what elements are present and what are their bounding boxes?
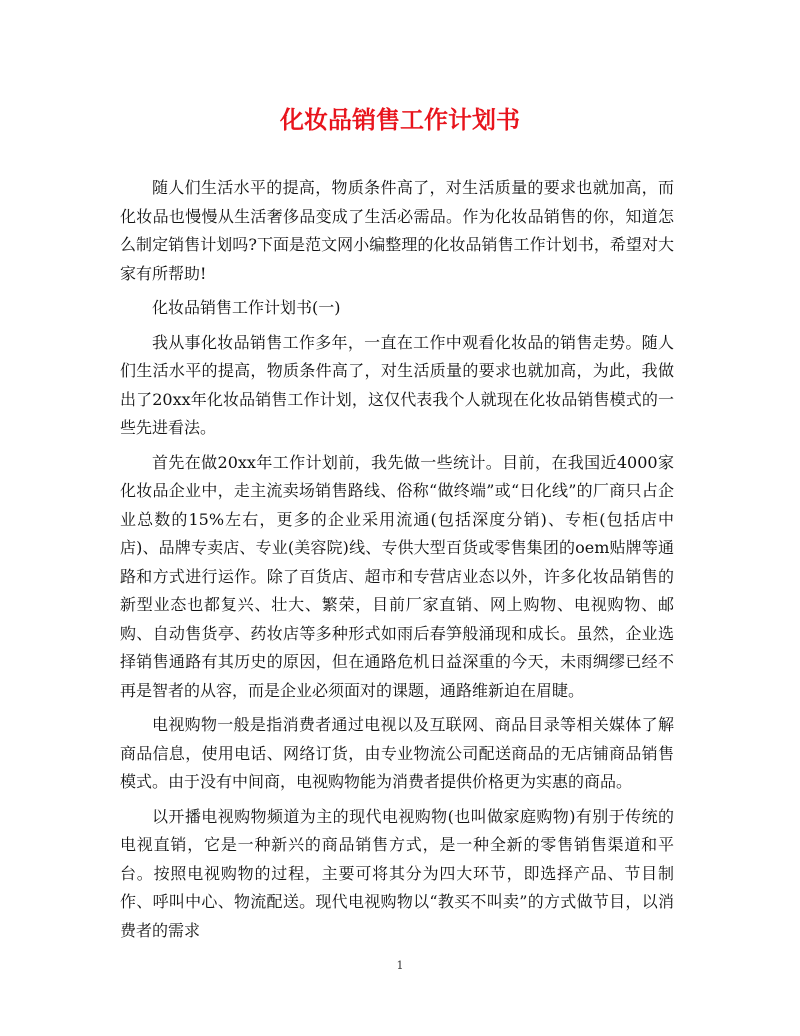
body-paragraph: 我从事化妆品销售工作多年，一直在工作中观看化妆品的销售走势。随人们生活水平的提高，物质条件高了，对生活质量的要求也就加高，为此，我做出了20xx年化妆品销售工作计划，这仅代表我个人就现在化妆品销售模式的一些先进看法。 [120,332,674,437]
page-number: 1 [396,959,404,972]
body-paragraph: 电视购物一般是指消费者通过电视以及互联网、商品目录等相关媒体了解商品信息，使用电话、网络订货，由专业物流公司配送商品的无店铺商品销售模式。由于没有中间商，电视购物能为消费者提供价格更为实惠的商品。 [120,715,674,791]
section-heading: 化妆品销售工作计划书(一) [152,298,341,317]
document-body [120,174,674,951]
document-title: 化妆品销售工作计划书 [280,105,520,134]
intro-paragraph: 随人们生活水平的提高，物质条件高了，对生活质量的要求也就加高，而化妆品也慢慢从生活奢侈品变成了生活必需品。作为化妆品销售的你，知道怎么制定销售计划吗?下面是范文网小编整理的化妆品销售工作计划书，希望对大家有所帮助! [120,178,674,283]
body-paragraph: 以开播电视购物频道为主的现代电视购物(也叫做家庭购物)有别于传统的电视直销，它是一种新兴的商品销售方式，是一种全新的零售销售渠道和平台。按照电视购物的过程，主要可将其分为四大环节，即选择产品、节目制作、呼叫中心、物流配送。现代电视购物以“教买不叫卖”的方式做节目，以消费者的需求 [120,806,674,940]
body-paragraph: 首先在做20xx年工作计划前，我先做一些统计。目前，在我国近4000家化妆品企业中，走主流卖场销售路线、俗称“做终端”或“日化线”的厂商只占企业总数的15%左右，更多的企业采用流通(包括深度分销)、专柜(包括店中店)、品牌专卖店、专业(美容院)线、专供大型百货或零售集团的oem贴牌等通路和方式进行运作。除了百货店、超市和专营店业态以外，许多化妆品销售的新型业态也都复兴、壮大、繁荣，目前厂家直销、网上购物、电视购物、邮购、自动售货亭、药妆店等多种形式如雨后春笋般涌现和成长。虽然，企业选择销售通路有其历史的原因，但在通路危机日益深重的今天，未雨绸缪已经不再是智者的从容，而是企业必须面对的课题，通路维新迫在眉睫。 [120,452,674,700]
